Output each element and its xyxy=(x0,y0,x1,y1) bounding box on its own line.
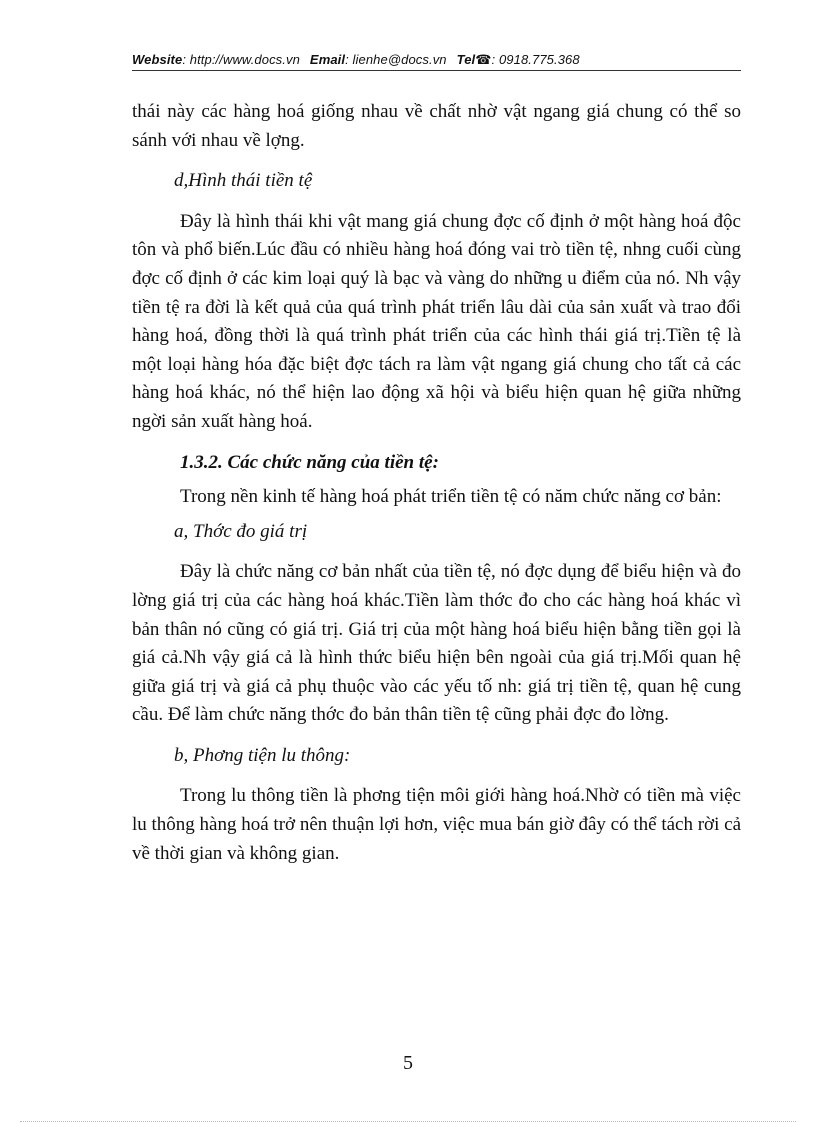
tel-value: : 0918.775.368 xyxy=(491,52,580,67)
subheading-b: b, Phơng tiện lu thông: xyxy=(174,744,351,766)
section-title: 1.3.2. Các chức năng của tiền tệ: xyxy=(180,451,439,473)
email-label: Email xyxy=(309,52,346,67)
subheading-d: d,Hình thái tiền tệ xyxy=(174,170,313,192)
paragraph-5: Trong lu thông tiền là phơng tiện môi giới hàng hoá.Nhờ có tiền mà việc lu thông hàng hoá trở nên thuận lợi hơn, việc mua bán giờ đây có thể tách rời cả về thời gian và không gian. xyxy=(132,785,741,864)
footer-rule xyxy=(20,1121,796,1122)
subheading-a: a, Thớc đo giá trị xyxy=(174,520,308,542)
paragraph-1: thái này các hàng hoá giống nhau về chất nhờ vật ngang giá chung có thể so sánh với nhau về lợng. xyxy=(132,101,741,151)
page-header xyxy=(132,52,741,68)
document-body xyxy=(132,98,741,868)
paragraph-3: Trong nền kinh tế hàng hoá phát triển tiền tệ có năm chức năng cơ bản: xyxy=(180,486,722,508)
phone-icon: ☎ xyxy=(475,53,492,68)
paragraph-2: Đây là hình thái khi vật mang giá chung đợc cố định ở một hàng hoá độc tôn và phổ biến.Lúc đầu có nhiều hàng hoá đóng vai trò tiền tệ, nhng cuối cùng đợc cố định ở các kim loại quý là bạc và vàng do những u điểm của nó. Nh vậy tiền tệ ra đời là kết quả của quá trình phát triển lâu dài của sản xuất và trao đổi hàng hoá, đồng thời là quá trình phát triển của các hình thái giá trị.Tiền tệ là một loại hàng hóa đặc biệt đợc tách ra làm vật ngang giá chung cho tất cả các hàng hoá khác, nó thể hiện lao động xã hội và biểu hiện quan hệ giữa những ngời sản xuất hàng hoá. xyxy=(132,210,741,432)
website-value: : http://www.docs.vn xyxy=(182,52,300,67)
page-number: 5 xyxy=(403,1052,413,1074)
website-label: Website xyxy=(132,52,183,67)
header-rule xyxy=(132,70,741,71)
email-value: : lienhe@docs.vn xyxy=(345,52,447,67)
tel-label: Tel xyxy=(456,52,476,67)
paragraph-4: Đây là chức năng cơ bản nhất của tiền tệ, nó đợc dụng để biểu hiện và đo lờng giá trị của các hàng hoá khác.Tiền làm thớc đo cho các hàng hoá khác vì bản thân nó cũng có giá trị. Giá trị của một hàng hoá biểu hiện bằng tiền gọi là giá cả.Nh vậy giá cả là hình thức biểu hiện bên ngoài của giá trị.Mối quan hệ giữa giá trị và giá cả phụ thuộc vào các yếu tố nh: giá trị tiền tệ, quan hệ cung cầu. Để làm chức năng thớc đo bản thân tiền tệ cũng phải đợc đo lờng. xyxy=(132,561,741,726)
